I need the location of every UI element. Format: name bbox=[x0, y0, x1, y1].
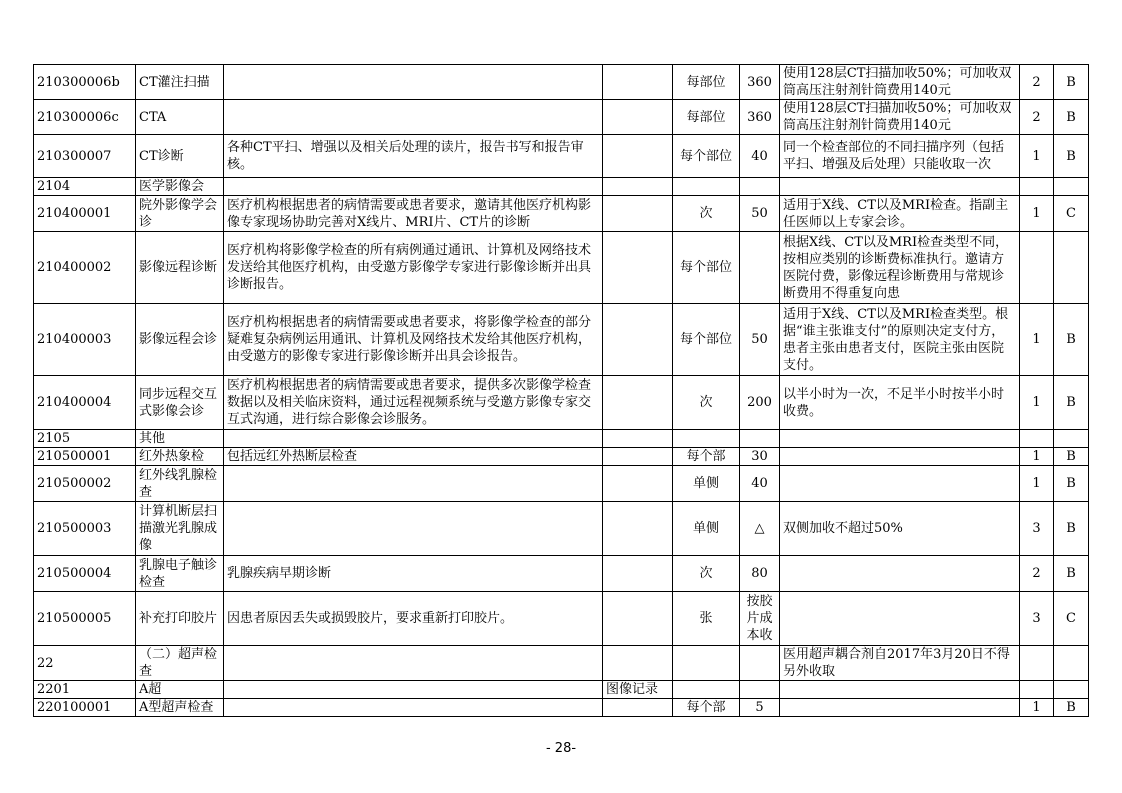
item-content bbox=[224, 430, 603, 448]
item-note: 同一个检查部位的不同扫描序列（包括平扫、增强及后处理）只能收取一次 bbox=[780, 135, 1020, 178]
item-note: 适用于X线、CT以及MRI检查。指副主任医师以上专家会诊。 bbox=[780, 196, 1020, 232]
item-unit: 张 bbox=[673, 592, 740, 646]
item-price bbox=[740, 178, 780, 196]
item-unit bbox=[673, 430, 740, 448]
item-name: 红外热象检 bbox=[136, 448, 224, 466]
item-name: 影像远程诊断 bbox=[136, 232, 224, 304]
table-row bbox=[34, 699, 1089, 717]
item-unit: 每部位 bbox=[673, 100, 740, 135]
item-name: A型超声检查 bbox=[136, 699, 224, 717]
item-unit: 每个部位 bbox=[673, 304, 740, 376]
item-name: 红外线乳腺检查 bbox=[136, 466, 224, 502]
item-price: 30 bbox=[740, 448, 780, 466]
item-unit: 每个部 bbox=[673, 448, 740, 466]
item-exclusions bbox=[603, 466, 673, 502]
table-row bbox=[34, 178, 1089, 196]
item-content: 医疗机构根据患者的病情需要或患者要求，提供多次影像学检查数据以及相关临床资料，通过远程视频系统与受邀方影像专家交互式沟通，进行综合影像会诊服务。 bbox=[224, 376, 603, 430]
table-row bbox=[34, 232, 1089, 304]
table-row bbox=[34, 65, 1089, 100]
item-price: 5 bbox=[740, 699, 780, 717]
item-price: 50 bbox=[740, 196, 780, 232]
item-exclusions bbox=[603, 135, 673, 178]
item-code: 210500001 bbox=[34, 448, 136, 466]
item-exclusions bbox=[603, 100, 673, 135]
item-category bbox=[1020, 232, 1054, 304]
item-exclusions bbox=[603, 646, 673, 681]
table-row bbox=[34, 502, 1089, 556]
item-content: 医疗机构根据患者的病情需要或患者要求，邀请其他医疗机构影像专家现场协助完善对X线片、MRI片、CT片的诊断 bbox=[224, 196, 603, 232]
item-unit: 每个部位 bbox=[673, 135, 740, 178]
item-code: 210400003 bbox=[34, 304, 136, 376]
item-grade: B bbox=[1054, 448, 1089, 466]
item-category bbox=[1020, 646, 1054, 681]
item-unit bbox=[673, 178, 740, 196]
item-content: 各种CT平扫、增强以及相关后处理的读片，报告书写和报告审核。 bbox=[224, 135, 603, 178]
item-unit: 每个部位 bbox=[673, 232, 740, 304]
table-row bbox=[34, 135, 1089, 178]
item-grade: B bbox=[1054, 502, 1089, 556]
item-content: 医疗机构根据患者的病情需要或患者要求，将影像学检查的部分疑难复杂病例运用通讯、计算机及网络技术发给其他医疗机构，由受邀方的影像专家进行影像诊断并出具会诊报告。 bbox=[224, 304, 603, 376]
item-category: 3 bbox=[1020, 592, 1054, 646]
item-code: 2201 bbox=[34, 681, 136, 699]
item-grade: B bbox=[1054, 100, 1089, 135]
item-exclusions bbox=[603, 232, 673, 304]
item-note bbox=[780, 592, 1020, 646]
item-name: CTA bbox=[136, 100, 224, 135]
item-content bbox=[224, 681, 603, 699]
item-name: 同步远程交互式影像会诊 bbox=[136, 376, 224, 430]
table-row bbox=[34, 646, 1089, 681]
item-note: 以半小时为一次，不足半小时按半小时收费。 bbox=[780, 376, 1020, 430]
item-price bbox=[740, 430, 780, 448]
item-category bbox=[1020, 681, 1054, 699]
item-grade: B bbox=[1054, 556, 1089, 592]
item-content: 因患者原因丢失或损毁胶片，要求重新打印胶片。 bbox=[224, 592, 603, 646]
item-content bbox=[224, 65, 603, 100]
table-row bbox=[34, 556, 1089, 592]
item-grade bbox=[1054, 646, 1089, 681]
item-price bbox=[740, 232, 780, 304]
item-category: 1 bbox=[1020, 376, 1054, 430]
item-price: △ bbox=[740, 502, 780, 556]
table-row bbox=[34, 448, 1089, 466]
item-name: CT灌注扫描 bbox=[136, 65, 224, 100]
item-content bbox=[224, 646, 603, 681]
item-category bbox=[1020, 178, 1054, 196]
item-note bbox=[780, 178, 1020, 196]
item-grade: B bbox=[1054, 376, 1089, 430]
item-code: 220100001 bbox=[34, 699, 136, 717]
item-name: 医学影像会 bbox=[136, 178, 224, 196]
item-category: 2 bbox=[1020, 100, 1054, 135]
item-note: 双侧加收不超过50% bbox=[780, 502, 1020, 556]
item-content bbox=[224, 100, 603, 135]
item-exclusions bbox=[603, 556, 673, 592]
item-code: 210400002 bbox=[34, 232, 136, 304]
item-grade: B bbox=[1054, 304, 1089, 376]
item-price: 40 bbox=[740, 466, 780, 502]
item-note: 适用于X线、CT以及MRI检查类型。根据“谁主张谁支付”的原则决定支付方，患者主张由患者支付，医院主张由医院支付。 bbox=[780, 304, 1020, 376]
item-exclusions bbox=[603, 592, 673, 646]
item-price bbox=[740, 681, 780, 699]
table-row bbox=[34, 466, 1089, 502]
item-content bbox=[224, 502, 603, 556]
item-grade: B bbox=[1054, 699, 1089, 717]
item-exclusions bbox=[603, 699, 673, 717]
item-unit: 次 bbox=[673, 376, 740, 430]
item-grade bbox=[1054, 232, 1089, 304]
item-category: 1 bbox=[1020, 466, 1054, 502]
item-category: 1 bbox=[1020, 448, 1054, 466]
item-code: 2105 bbox=[34, 430, 136, 448]
item-exclusions bbox=[603, 178, 673, 196]
item-content bbox=[224, 699, 603, 717]
item-category: 2 bbox=[1020, 65, 1054, 100]
item-unit bbox=[673, 646, 740, 681]
item-code: 210500004 bbox=[34, 556, 136, 592]
item-note: 使用128层CT扫描加收50%；可加收双筒高压注射剂针筒费用140元 bbox=[780, 100, 1020, 135]
item-category: 3 bbox=[1020, 502, 1054, 556]
item-name: 补充打印胶片 bbox=[136, 592, 224, 646]
item-unit: 单侧 bbox=[673, 502, 740, 556]
item-unit: 次 bbox=[673, 196, 740, 232]
table-row bbox=[34, 304, 1089, 376]
item-price bbox=[740, 646, 780, 681]
item-grade bbox=[1054, 178, 1089, 196]
item-name: 乳腺电子触诊检查 bbox=[136, 556, 224, 592]
table-row bbox=[34, 430, 1089, 448]
item-note bbox=[780, 556, 1020, 592]
item-content bbox=[224, 466, 603, 502]
item-category: 1 bbox=[1020, 304, 1054, 376]
item-grade bbox=[1054, 430, 1089, 448]
item-grade: B bbox=[1054, 65, 1089, 100]
page-number: - 28- bbox=[545, 741, 577, 756]
table-row bbox=[34, 100, 1089, 135]
item-code: 210300007 bbox=[34, 135, 136, 178]
item-note: 根据X线、CT以及MRI检查类型不同，按相应类别的诊断费标准执行。邀请方医院付费，影像远程诊断费用与常规诊断费用不得重复向患 bbox=[780, 232, 1020, 304]
item-code: 210500003 bbox=[34, 502, 136, 556]
table-row bbox=[34, 376, 1089, 430]
item-price: 360 bbox=[740, 65, 780, 100]
item-note bbox=[780, 681, 1020, 699]
item-price: 50 bbox=[740, 304, 780, 376]
item-category: 1 bbox=[1020, 135, 1054, 178]
item-exclusions: 图像记录 bbox=[603, 681, 673, 699]
item-unit: 每部位 bbox=[673, 65, 740, 100]
item-exclusions bbox=[603, 376, 673, 430]
item-name: 计算机断层扫描激光乳腺成像 bbox=[136, 502, 224, 556]
item-name: 影像远程会诊 bbox=[136, 304, 224, 376]
item-name: 院外影像学会诊 bbox=[136, 196, 224, 232]
table-row bbox=[34, 196, 1089, 232]
item-content bbox=[224, 178, 603, 196]
item-code: 210500002 bbox=[34, 466, 136, 502]
item-note bbox=[780, 448, 1020, 466]
item-category bbox=[1020, 430, 1054, 448]
item-code: 210300006b bbox=[34, 65, 136, 100]
table-row bbox=[34, 681, 1089, 699]
item-category: 2 bbox=[1020, 556, 1054, 592]
item-unit bbox=[673, 681, 740, 699]
item-exclusions bbox=[603, 196, 673, 232]
item-category: 1 bbox=[1020, 699, 1054, 717]
item-price: 按胶片成本收 bbox=[740, 592, 780, 646]
item-note bbox=[780, 430, 1020, 448]
item-unit: 单侧 bbox=[673, 466, 740, 502]
item-code: 2104 bbox=[34, 178, 136, 196]
item-unit: 次 bbox=[673, 556, 740, 592]
item-price: 40 bbox=[740, 135, 780, 178]
item-grade: B bbox=[1054, 466, 1089, 502]
item-note: 使用128层CT扫描加收50%；可加收双筒高压注射剂针筒费用140元 bbox=[780, 65, 1020, 100]
item-grade bbox=[1054, 681, 1089, 699]
item-content: 医疗机构将影像学检查的所有病例通过通讯、计算机及网络技术发送给其他医疗机构，由受邀方影像学专家进行影像诊断并出具诊断报告。 bbox=[224, 232, 603, 304]
item-note bbox=[780, 699, 1020, 717]
item-grade: C bbox=[1054, 592, 1089, 646]
table-row bbox=[34, 592, 1089, 646]
item-price: 200 bbox=[740, 376, 780, 430]
item-name: A超 bbox=[136, 681, 224, 699]
item-unit: 每个部 bbox=[673, 699, 740, 717]
item-exclusions bbox=[603, 304, 673, 376]
item-note bbox=[780, 466, 1020, 502]
item-price: 360 bbox=[740, 100, 780, 135]
item-code: 210400004 bbox=[34, 376, 136, 430]
item-content: 乳腺疾病早期诊断 bbox=[224, 556, 603, 592]
item-name: （二）超声检查 bbox=[136, 646, 224, 681]
item-grade: B bbox=[1054, 135, 1089, 178]
item-code: 210500005 bbox=[34, 592, 136, 646]
fee-table bbox=[33, 64, 1089, 717]
item-exclusions bbox=[603, 65, 673, 100]
item-name: CT诊断 bbox=[136, 135, 224, 178]
item-code: 210300006c bbox=[34, 100, 136, 135]
item-price: 80 bbox=[740, 556, 780, 592]
item-note: 医用超声耦合剂自2017年3月20日不得另外收取 bbox=[780, 646, 1020, 681]
item-exclusions bbox=[603, 430, 673, 448]
item-content: 包括远红外热断层检查 bbox=[224, 448, 603, 466]
item-name: 其他 bbox=[136, 430, 224, 448]
item-code: 210400001 bbox=[34, 196, 136, 232]
item-code: 22 bbox=[34, 646, 136, 681]
item-exclusions bbox=[603, 502, 673, 556]
item-category: 1 bbox=[1020, 196, 1054, 232]
item-exclusions bbox=[603, 448, 673, 466]
item-grade: C bbox=[1054, 196, 1089, 232]
